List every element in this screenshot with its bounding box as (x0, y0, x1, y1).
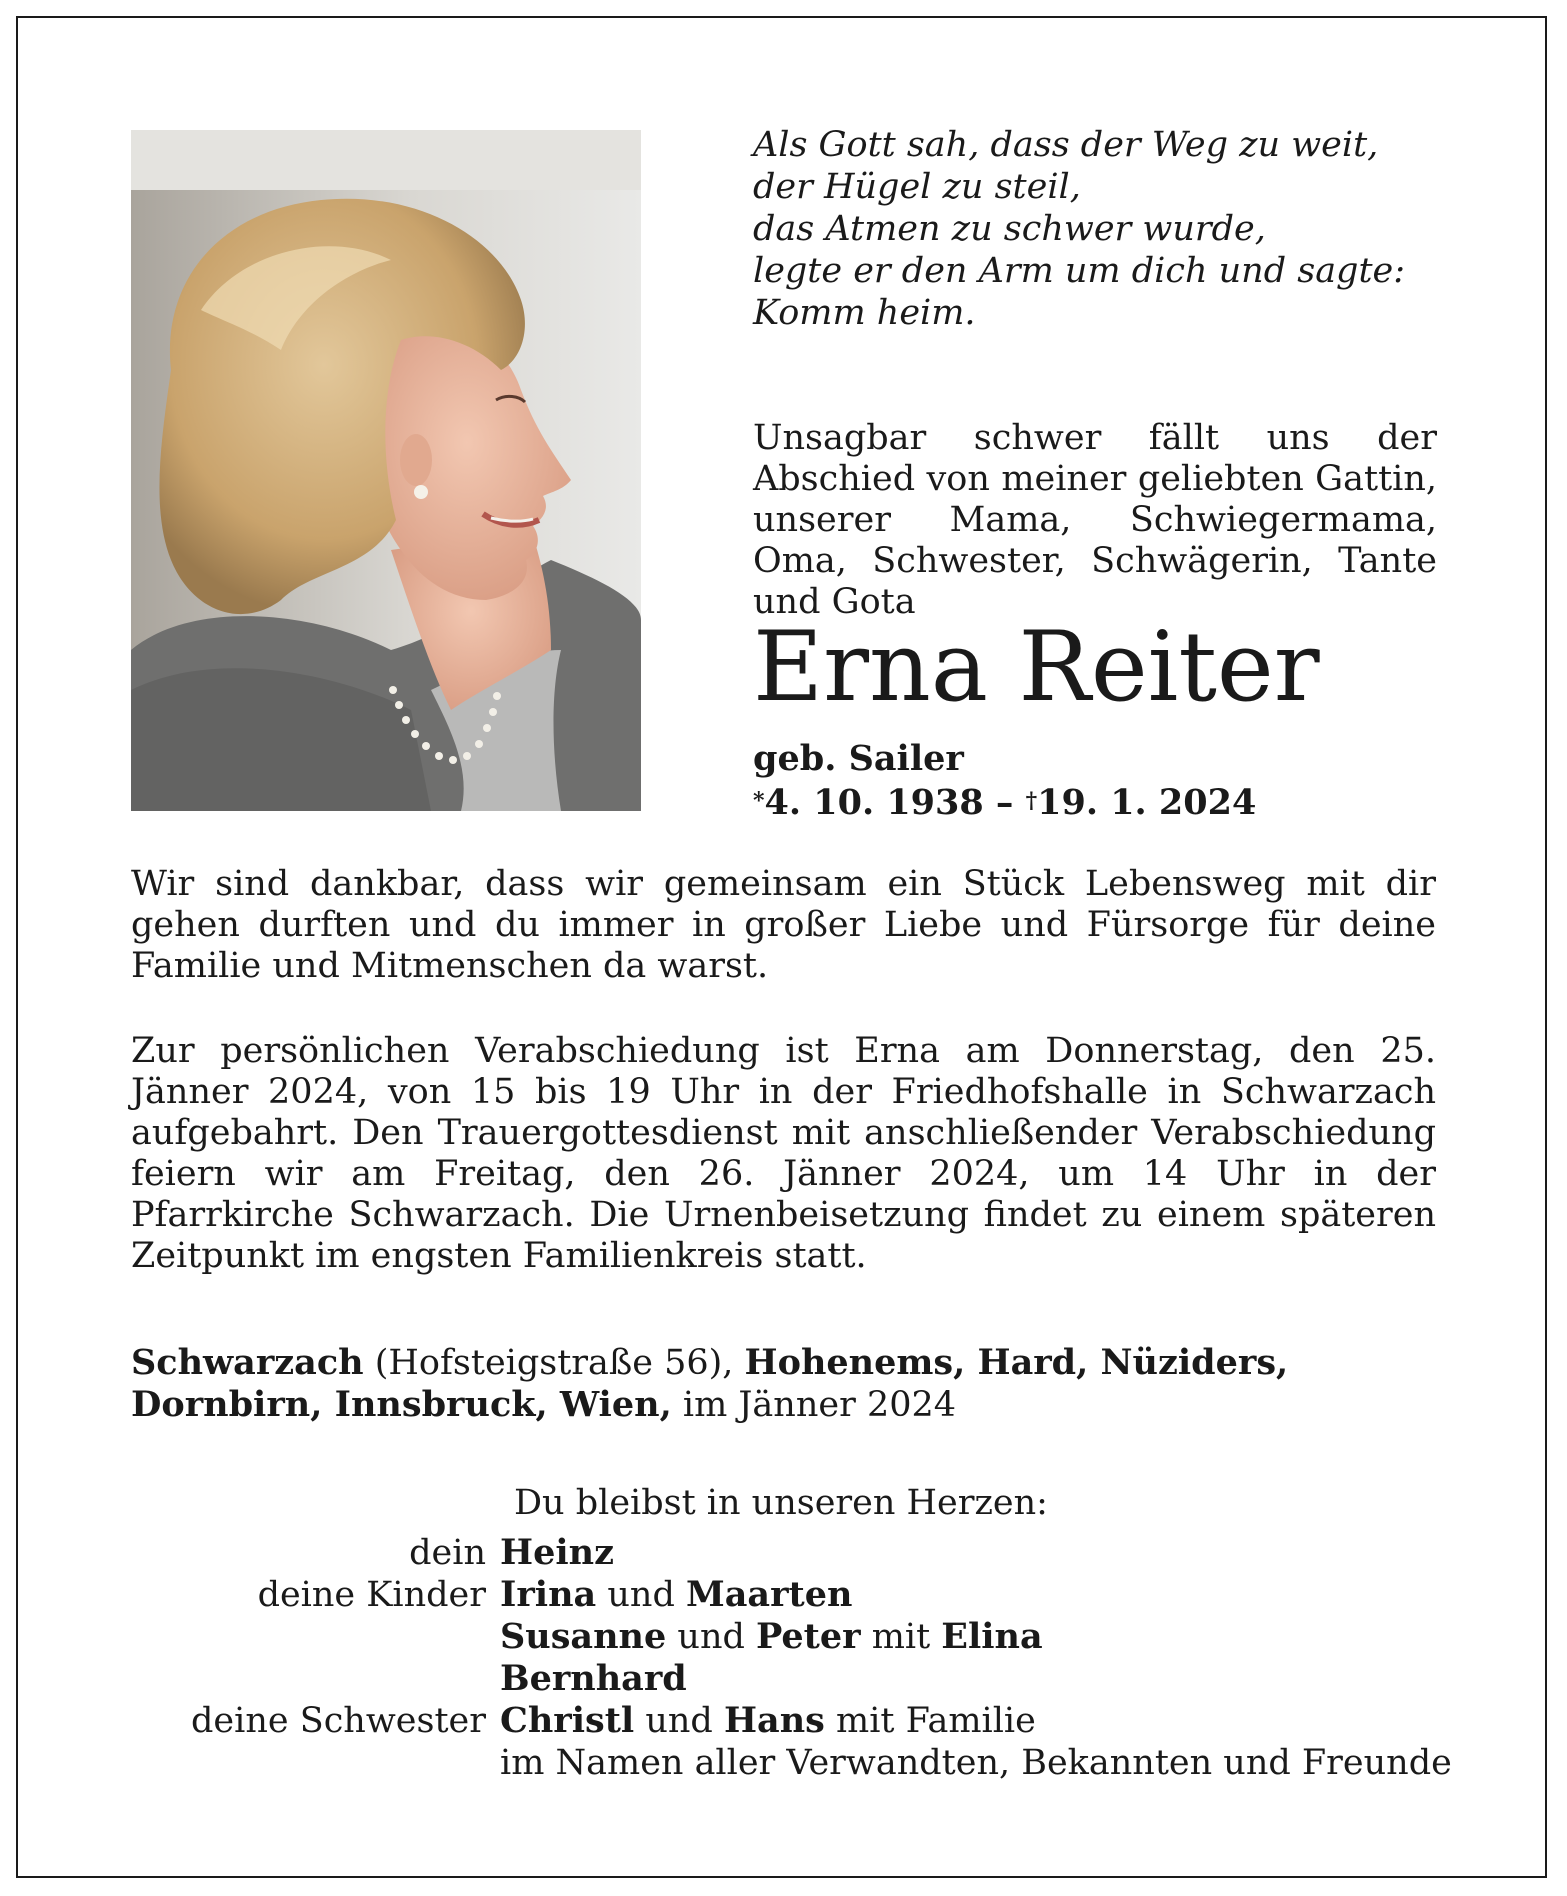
portrait-photo (131, 130, 641, 811)
mourner-row (150, 1532, 1452, 1574)
place-address: (Hofsteigstraße 56), (363, 1343, 745, 1383)
funeral-details-paragraph: Zur persönlichen Verabschiedung ist Erna am Donnerstag, den 25. Jänner 2024, von 15 bis 19 Uhr in der Friedhofshalle in Schwarzach aufgebahrt. Den Trauergottesdienst mit anschließender Verabschiedung feiern wir am Freitag, den 26. Jänner 2024, um 14 Uhr in der Pfarrkirche Schwarzach. Die Urnenbeisetzung findet zu einem späteren Zeitpunkt im engsten Familienkreis statt. (131, 1031, 1436, 1276)
mourner-name: Christl (500, 1700, 635, 1741)
places-other: Hohenems, Hard, Nüziders, Dornbirn, Innsbruck, Wien, (131, 1342, 1289, 1425)
poem-line: Komm heim. (753, 293, 976, 333)
notice-date: im Jänner 2024 (671, 1385, 957, 1425)
poem-line: legte er den Arm um dich und sagte: (753, 251, 1406, 291)
conjunction: mit (860, 1617, 942, 1657)
mourner-name: Bernhard (500, 1658, 687, 1699)
mourner-name: Peter (756, 1616, 861, 1657)
mourner-name: Susanne (500, 1616, 667, 1657)
intro-text: Unsagbar schwer fällt uns der Abschied von meiner geliebten Gattin, unserer Mama, Schwiegermama, Oma, Schwester, Schwägerin, Tante und Gota (753, 418, 1437, 622)
mourner-name: Irina (500, 1574, 597, 1615)
mourner-row (150, 1700, 1452, 1742)
poem (753, 124, 1453, 334)
closing-line: im Namen aller Verwandten, Bekannten und Freunde (500, 1743, 1452, 1783)
mourner-name: Elina (941, 1616, 1043, 1657)
death-symbol: † (1025, 788, 1038, 814)
relation-label: deine Schwester (191, 1701, 486, 1741)
mourner-name: Hans (723, 1700, 825, 1741)
mourner-name: Maarten (685, 1574, 853, 1615)
conjunction: und (634, 1701, 724, 1741)
mourner-row (150, 1616, 1452, 1658)
mourner-row (150, 1574, 1452, 1616)
birth-symbol: * (753, 788, 765, 814)
death-date: 19. 1. 2024 (1037, 782, 1257, 823)
mourner-row (150, 1658, 1452, 1700)
conjunction: und (596, 1575, 686, 1615)
poem-line: das Atmen zu schwer wurde, (753, 209, 1266, 249)
mourner-name: Heinz (500, 1532, 614, 1573)
relation-label: dein (409, 1533, 486, 1573)
mourner-suffix: mit Familie (824, 1701, 1036, 1741)
birth-date: 4. 10. 1938 (764, 782, 984, 823)
date-separator: – (983, 782, 1026, 823)
maiden-name: geb. Sailer (753, 738, 964, 779)
life-dates (753, 782, 1256, 824)
mourners-list (150, 1532, 1452, 1784)
gratitude-paragraph: Wir sind dankbar, dass wir gemeinsam ein Stück Lebensweg mit dir gehen durften und du immer in großer Liebe und Fürsorge für deine Familie und Mitmenschen da warst. (131, 864, 1436, 986)
poem-line: Als Gott sah, dass der Weg zu weit, (753, 125, 1379, 165)
deceased-name: Erna Reiter (753, 611, 1320, 723)
poem-line: der Hügel zu steil, (753, 167, 1081, 207)
signature-heading: Du bleibst in unseren Herzen: (514, 1483, 1048, 1523)
mourner-row (150, 1742, 1452, 1784)
place-primary: Schwarzach (131, 1342, 364, 1383)
relation-label: deine Kinder (257, 1575, 486, 1615)
places-and-date (131, 1342, 1451, 1426)
conjunction: und (666, 1617, 757, 1657)
